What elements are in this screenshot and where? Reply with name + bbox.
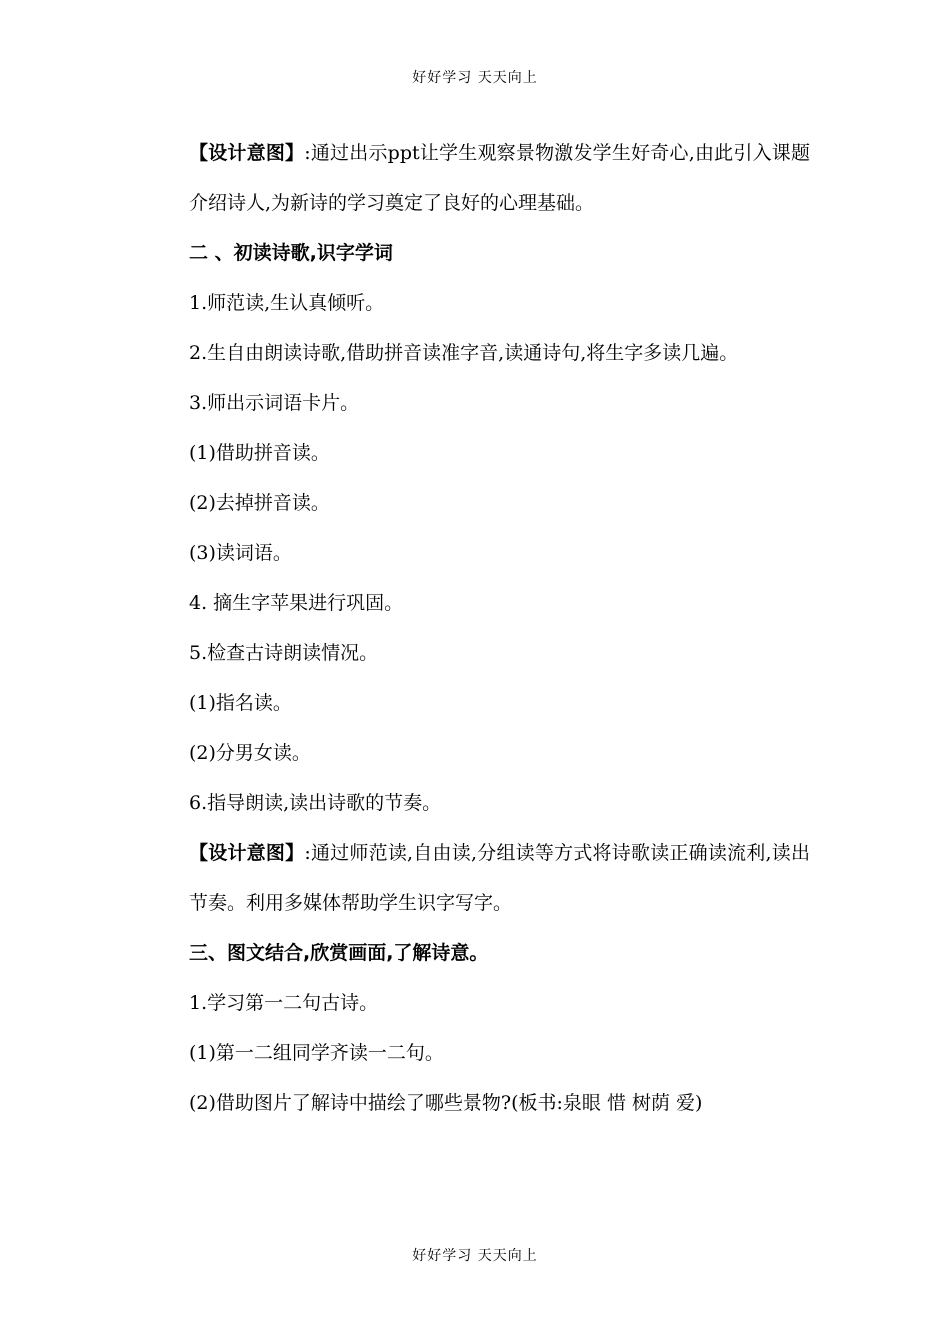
sub-list-item: (2)去掉拼音读。 <box>189 492 330 514</box>
design-intent-label: 【设计意图】 <box>189 142 305 164</box>
sub-list-item: (3)读词语。 <box>189 542 292 564</box>
sub-list-item: (2)借助图片了解诗中描绘了哪些景物?(板书:泉眼 惜 树荫 爱) <box>189 1092 703 1114</box>
design-intent-paragraph-1 <box>145 128 810 228</box>
list-item: 1.学习第一二句古诗。 <box>189 992 379 1014</box>
list-item: 1.师范读,生认真倾听。 <box>189 292 385 314</box>
document-body <box>145 128 810 1128</box>
sub-list-item: (1)指名读。 <box>189 692 292 714</box>
sub-list-item: (1)第一二组同学齐读一二句。 <box>189 1042 444 1064</box>
list-item: 6.指导朗读,读出诗歌的节奏。 <box>189 792 442 814</box>
running-header: 好好学习 天天向上 <box>412 70 538 86</box>
section-heading-3: 三、图文结合,欣赏画面,了解诗意。 <box>189 942 489 964</box>
sub-list-item: (1)借助拼音读。 <box>189 442 330 464</box>
list-item: 5.检查古诗朗读情况。 <box>189 642 379 664</box>
design-intent-text: :通过师范读,自由读,分组读等方式将诗歌读正确读流利,读出节奏。利用多媒体帮助学生识字写字。 <box>189 842 810 914</box>
list-item: 4. 摘生字苹果进行巩固。 <box>189 592 404 614</box>
design-intent-text: :通过出示ppt让学生观察景物激发学生好奇心,由此引入课题介绍诗人,为新诗的学习奠定了良好的心理基础。 <box>189 142 810 214</box>
sub-list-item: (2)分男女读。 <box>189 742 311 764</box>
list-item: 2.生自由朗读诗歌,借助拼音读准字音,读通诗句,将生字多读几遍。 <box>189 342 739 364</box>
running-footer: 好好学习 天天向上 <box>412 1248 538 1264</box>
section-heading-2: 二 、初读诗歌,识字学词 <box>189 242 393 264</box>
list-item: 3.师出示词语卡片。 <box>189 392 360 414</box>
design-intent-paragraph-2 <box>145 828 810 928</box>
design-intent-label: 【设计意图】 <box>189 842 305 864</box>
